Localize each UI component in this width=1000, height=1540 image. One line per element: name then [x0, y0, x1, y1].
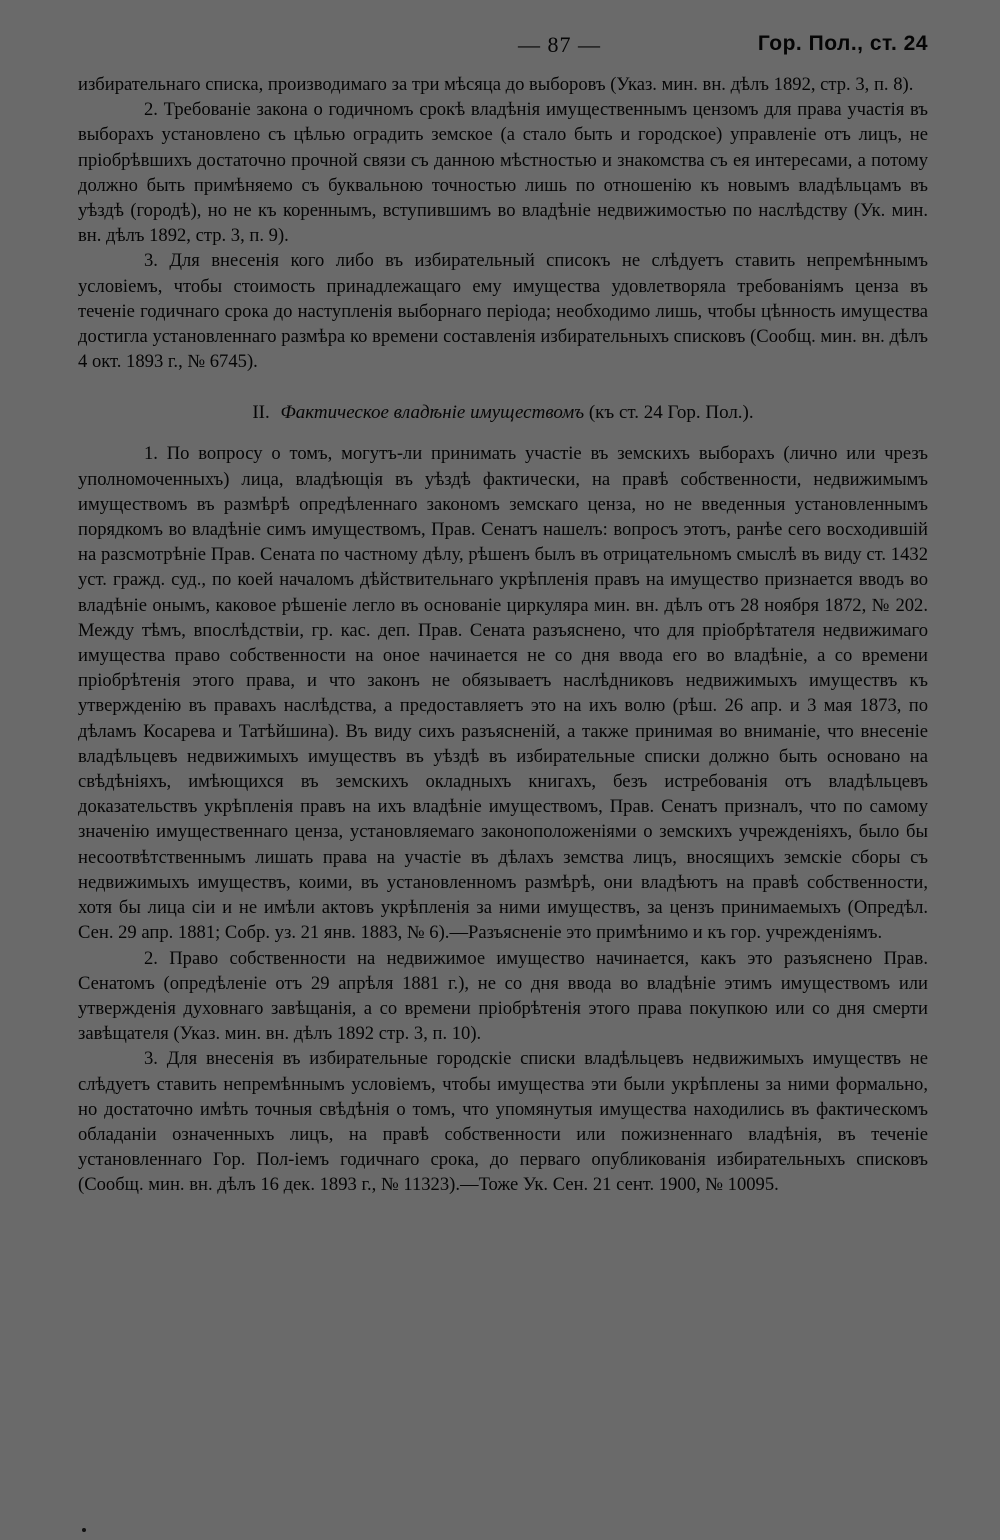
- section-text-block: [78, 441, 928, 1197]
- page-number: — 87 —: [518, 32, 601, 57]
- ink-speck: [82, 1528, 86, 1532]
- paragraph-2: 2. Требованіе закона о годичномъ срокѣ владѣнія имущественнымъ цензомъ для права участія въ выборахъ установлено съ цѣлью оградить земское (а стало быть и городское) управленіе отъ лицъ, не пріобрѣвшихъ достаточно прочной связи съ данною мѣстностью и знакомства съ ея интересами, а потому должно быть примѣняемо съ буквальною точностью лишь по отношенію къ новымъ владѣльцамъ въ уѣздѣ (городѣ), но не къ кореннымъ, вступившимъ во владѣніе недвижимостью по наслѣдству (Ук. мин. вн. дѣлъ 1892, стр. 3, п. 9).: [78, 99, 928, 247]
- page-header: [78, 28, 928, 72]
- paragraph-3: 3. Для внесенія кого либо въ избирательный списокъ не слѣдуетъ ставить непремѣннымъ условіемъ, чтобы стоимость принадлежащаго ему имущества удовлетворяла требованіямъ ценза въ теченіе годичнаго срока до наступленія выборнаго періода; необходимо лишь, чтобы цѣнность имущества достигла установленнаго размѣра ко времени составленія избирательныхъ списковъ (Сообщ. мин. вн. дѣлъ 4 окт. 1893 г., № 6745).: [78, 250, 928, 373]
- section-title: Фактическое владѣніе имуществомъ: [280, 402, 585, 424]
- running-head: Гор. Пол., ст. 24: [757, 32, 928, 55]
- section-number: II.: [252, 402, 270, 424]
- section-paragraph-1: 1. По вопросу о томъ, могутъ-ли принимать участіе въ земскихъ выборахъ (лично или чрезъ уполномоченныхъ) лица, владѣющія въ уѣздѣ фактически, на правѣ собственности, недвижимымъ имуществомъ въ размѣрѣ опредѣленнаго закономъ земскаго ценза, но не введенныя установленнымъ порядкомъ во владѣніе симъ имуществомъ, Прав. Сенатъ нашелъ: вопросъ этотъ, ранѣе сего восходившій на разсмотрѣніе Прав. Сената по частному дѣлу, рѣшенъ былъ въ отрицательномъ смыслѣ въ виду ст. 1432 уст. гражд. суд., по коей началомъ дѣйствительнаго укрѣпленія правъ на имущество признается вводъ во владѣніе онымъ, каковое рѣшеніе легло въ основаніе циркуляра мин. вн. дѣлъ отъ 28 ноября 1872, № 202. Между тѣмъ, впослѣдствіи, гр. кас. деп. Прав. Сената разъяснено, что для пріобрѣтателя недвижимаго имущества право собственности на оное начинается не со дня ввода его во владѣніе, а со времени пріобрѣтенія этого права, и что законъ не обязываетъ наслѣдниковъ недвижимыхъ имуществъ къ утвержденію въ правахъ наслѣдства, а предоставляетъ это на ихъ волю (рѣш. 26 апр. и 3 мая 1873, по дѣламъ Косарева и Татѣйшина). Въ виду сихъ разъясненій, а также принимая во вниманіе, что внесеніе владѣльцевъ недвижимыхъ имуществъ въ уѣздѣ въ избирательные списки должно быть основано на свѣдѣніяхъ, имѣющихся въ земскихъ окладныхъ книгахъ, безъ истребованія отъ владѣльцевъ доказательствъ укрѣпленія правъ на ихъ владѣніе имуществомъ, Прав. Сенатъ призналъ, что по самому значенію имущественнаго ценза, установляемаго законоположеніями о земскихъ учрежденіяхъ, было бы несоотвѣтственнымъ лишать права на участіе въ дѣлахъ земства лицъ, вносящихъ земскіе сборы съ недвижимыхъ имуществъ, коими, въ установленномъ размѣрѣ, они владѣютъ на правѣ собственности, хотя бы лица сіи и не имѣли актовъ укрѣпленія за ними имуществъ, за цензъ принимаемыхъ (Опредѣл. Сен. 29 апр. 1881; Собр. уз. 21 янв. 1883, № 6).—Разъясненіе это примѣнимо и къ гор. учрежденіямъ.: [78, 443, 928, 944]
- section-heading: [78, 400, 928, 425]
- top-text-block: [78, 72, 928, 374]
- section-title-suffix: (къ ст. 24 Гор. Пол.).: [588, 402, 754, 424]
- section-paragraph-3: 3. Для внесенія въ избирательные городскіе списки владѣльцевъ недвижимыхъ имуществъ не слѣдуетъ ставить непремѣннымъ условіемъ, чтобы имущества эти были укрѣплены за ними формально, но достаточно имѣть точныя свѣдѣнія о томъ, что упомянутыя имущества находились въ фактическомъ обладаніи означенныхъ лицъ, на правѣ собственности или пожизненнаго владѣнія, въ теченіе установленнаго Гор. Пол-іемъ годичнаго срока, до перваго опубликованія избирательныхъ списковъ (Сообщ. мин. вн. дѣлъ 16 дек. 1893 г., № 11323).—Тоже Ук. Сен. 21 сент. 1900, № 10095.: [78, 1048, 928, 1196]
- continuation-paragraph: избирательнаго списка, производимаго за три мѣсяца до выборовъ (Указ. мин. вн. дѣлъ 1892, стр. 3, п. 8).: [78, 74, 914, 95]
- section-paragraph-2: 2. Право собственности на недвижимое имущество начинается, какъ это разъяснено Прав. Сенатомъ (опредѣленіе отъ 29 апрѣля 1881 г.), не со дня ввода во владѣніе этимъ имуществомъ или утвержденія духовнаго завѣщанія, а со времени пріобрѣтенія этого права покупкою или со дня смерти завѣщателя (Указ. мин. вн. дѣлъ 1892 стр. 3, п. 10).: [78, 947, 928, 1045]
